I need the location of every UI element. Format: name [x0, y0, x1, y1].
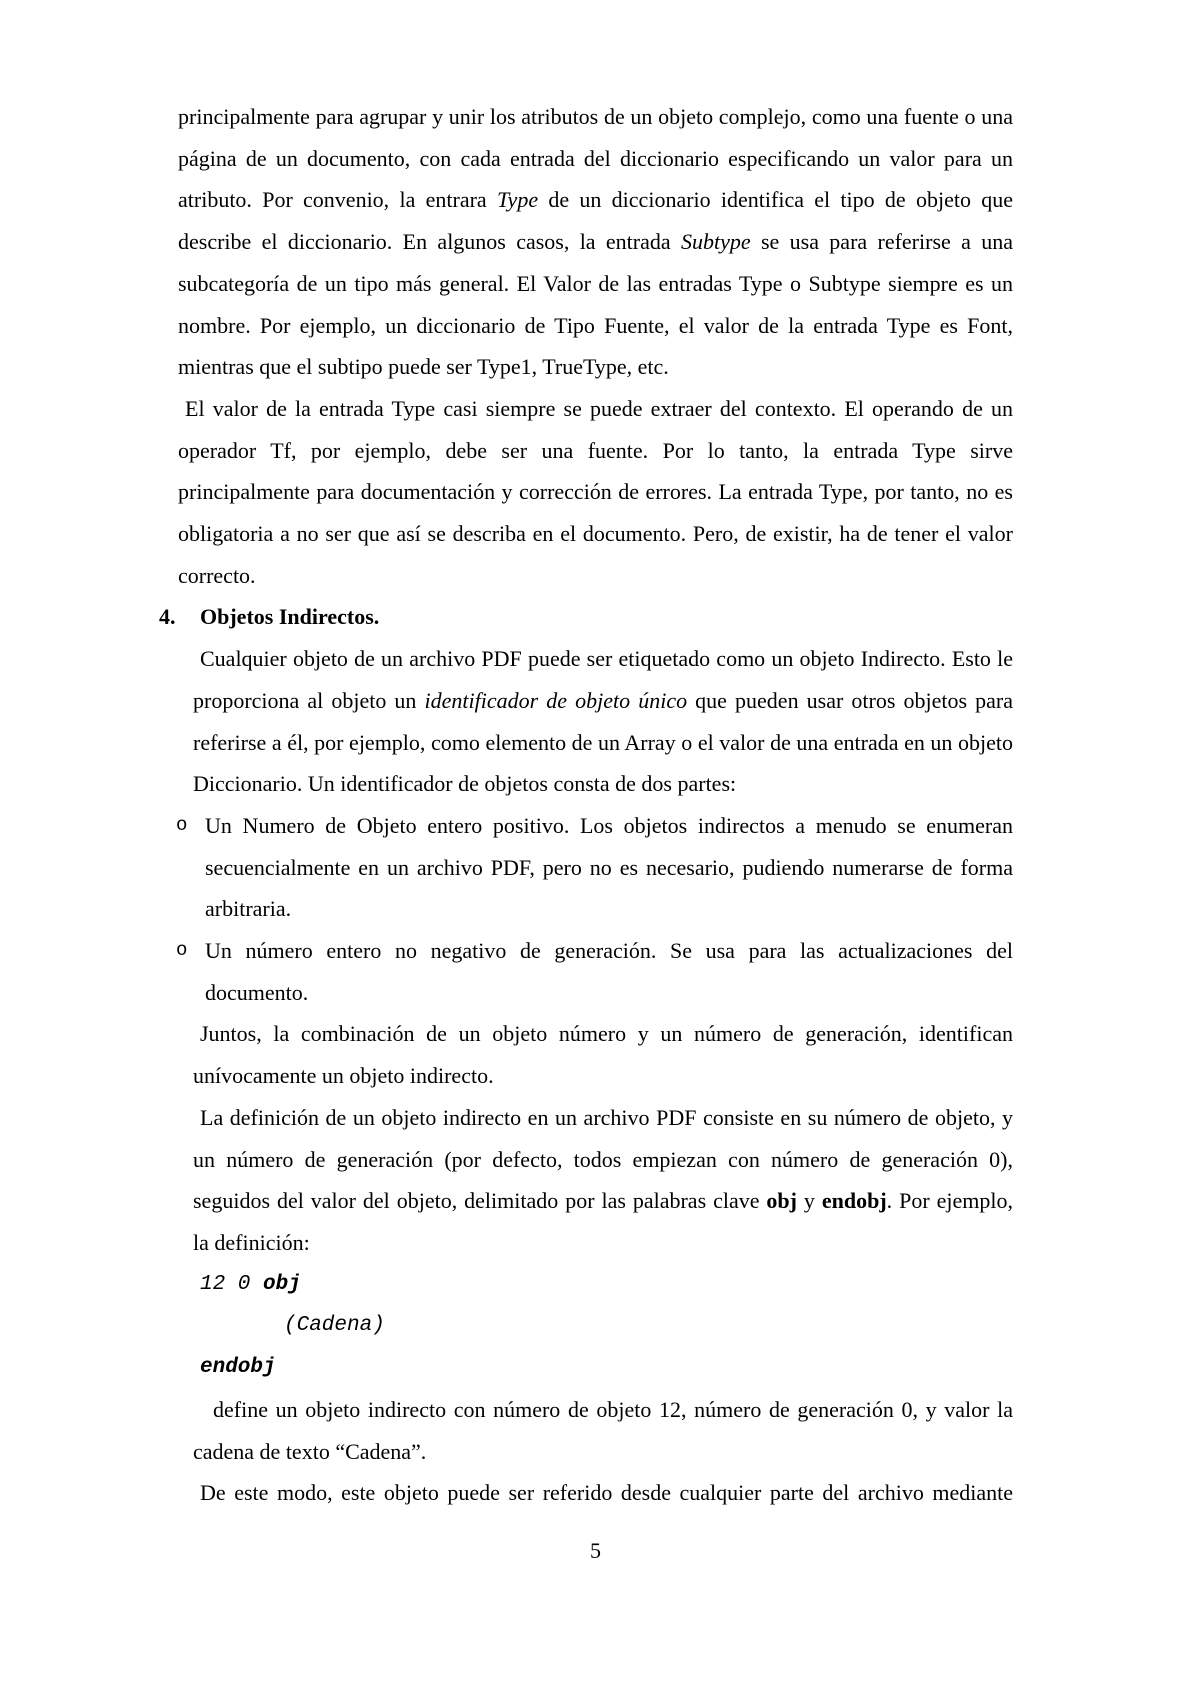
section-body — [176, 638, 1013, 1514]
page-number: 5 — [590, 1537, 601, 1563]
section-title: Objetos Indirectos. — [200, 604, 380, 630]
code-line-obj: 12 0 obj — [200, 1272, 301, 1296]
paragraph-define-result: define un objeto indirecto con número de objeto 12, número de generación 0, y valor la cadena de texto “Cadena”. — [193, 1396, 1013, 1464]
bullet-item-generation-number — [176, 930, 1013, 1013]
code-line-endobj: endobj — [200, 1356, 276, 1380]
code-block-pdf-object — [200, 1264, 1013, 1389]
code-line-cadena: (Cadena) — [284, 1314, 385, 1338]
bullet-text-generation-number: Un número entero no negativo de generación. Se usa para las actualizaciones del documento. — [205, 938, 1013, 1005]
circle-bullet-marker: o — [176, 813, 188, 836]
paragraph-combination: Juntos, la combinación de un objeto número y un número de generación, identifican unívocamente un objeto indirecto. — [193, 1021, 1013, 1089]
paragraph-dictionary-continuation: principalmente para agrupar y unir los atributos de un objeto complejo, como una fuente o una página de un documento, con cada entrada del diccionario especificando un valor para un atributo. Por convenio, la entrara Type de un diccionario identifica el tipo de objeto que describe el diccionario. En algunos casos, la entrada Subtype se usa para referirse a una subcategoría de un tipo más general. El Valor de las entradas Type o Subtype siempre es un nombre. Por ejemplo, un diccionario de Tipo Fuente, el valor de la entrada Type es Font, mientras que el subtipo puede ser Type1, TrueType, etc. — [178, 104, 1013, 380]
paragraph-type-entry: El valor de la entrada Type casi siempre se puede extraer del contexto. El operando de un operador Tf, por ejemplo, debe ser una fuente. Por lo tanto, la entrada Type sirve principalmente para documentación y corrección de errores. La entrada Type, por tanto, no es obligatoria a no ser que así se describa en el documento. Pero, de existir, ha de tener el valor correcto. — [178, 395, 1013, 588]
paragraph-indirect-object-intro: Cualquier objeto de un archivo PDF puede ser etiquetado como un objeto Indirecto. Esto le proporciona al objeto un identificador de objeto único que pueden usar otros objetos para referirse a él, por ejemplo, como elemento de un Array o el valor de una entrada en un objeto Diccionario. Un identificador de objetos consta de dos partes: — [193, 646, 1013, 797]
bullet-text-object-number: Un Numero de Objeto entero positivo. Los objetos indirectos a menudo se enumeran secuencialmente en un archivo PDF, pero no es necesario, pudiendo numerarse de forma arbitraria. — [205, 812, 1013, 922]
page-footer — [178, 1530, 1013, 1572]
section-number: 4. — [159, 604, 176, 630]
paragraph-reference: De este modo, este objeto puede ser referido desde cualquier parte del archivo mediante — [200, 1480, 1013, 1506]
bullet-item-object-number — [176, 805, 1013, 930]
paragraph-definition: La definición de un objeto indirecto en un archivo PDF consiste en su número de objeto, y un número de generación (por defecto, todos empiezan con número de generación 0), seguidos del valor del objeto, delimitado por las palabras clave obj y endobj. Por ejemplo, la definición: — [193, 1104, 1013, 1255]
section-objetos-indirectos — [159, 596, 1013, 1513]
circle-bullet-marker: o — [176, 939, 188, 962]
section-heading — [159, 596, 1013, 638]
